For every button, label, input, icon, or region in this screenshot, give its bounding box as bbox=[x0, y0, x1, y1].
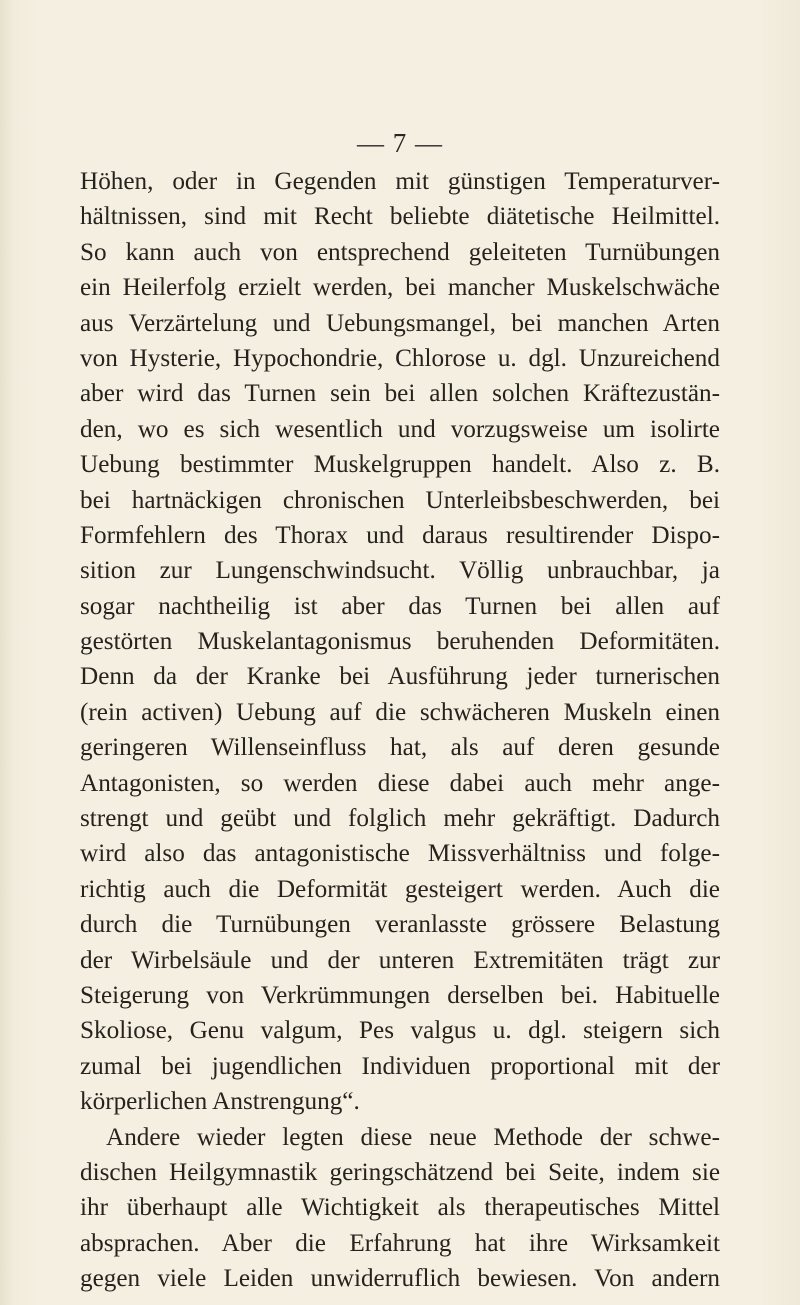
text-line: So kann auch von entsprechend geleiteten Turnübungen bbox=[80, 238, 720, 266]
text-line: aber wird das Turnen sein bei allen solchen Kräftezustän- bbox=[80, 380, 720, 408]
text-line: sition zur Lungenschwindsucht. Völlig unbrauchbar, ja bbox=[80, 557, 720, 585]
text-line: strengt und geübt und folglich mehr gekräftigt. Dadurch bbox=[80, 805, 720, 833]
text-line: absprachen. Aber die Erfahrung hat ihre Wirksamkeit bbox=[80, 1229, 720, 1257]
text-line: durch die Turnübungen veranlasste grössere Belastung bbox=[80, 911, 720, 939]
paragraph-1 bbox=[80, 164, 720, 1120]
text-line: sogar nachtheilig ist aber das Turnen bei allen auf bbox=[80, 592, 720, 620]
text-line: körperlichen Anstrengung“. bbox=[80, 1088, 360, 1116]
text-line: Skoliose, Genu valgum, Pes valgus u. dgl. steigern sich bbox=[80, 1017, 720, 1045]
text-line: aus Verzärtelung und Uebungsmangel, bei manchen Arten bbox=[80, 309, 720, 337]
text-line: Höhen, oder in Gegenden mit günstigen Temperaturver- bbox=[80, 168, 720, 195]
text-line: Uebung bestimmter Muskelgruppen handelt. Also z. B. bbox=[80, 451, 720, 479]
text-line: Formfehlern des Thorax und daraus resultirender Dispo- bbox=[80, 521, 720, 549]
text-line: (rein activen) Uebung auf die schwächeren Muskeln einen bbox=[80, 698, 720, 726]
text-line: gegen viele Leiden unwiderruflich bewiesen. Von andern bbox=[80, 1265, 720, 1293]
text-line: Andere wieder legten diese neue Methode der schwe- bbox=[106, 1123, 720, 1151]
text-line: Steigerung von Verkrümmungen derselben bei. Habituelle bbox=[80, 981, 720, 1009]
page-number: — 7 — bbox=[357, 128, 443, 158]
text-line: gestörten Muskelantagonismus beruhenden Deformitäten. bbox=[80, 628, 720, 656]
text-line: Antagonisten, so werden diese dabei auch mehr ange- bbox=[80, 769, 720, 797]
text-line: ihr überhaupt alle Wichtigkeit als therapeutisches Mittel bbox=[80, 1194, 720, 1222]
text-line: richtig auch die Deformität gesteigert werden. Auch die bbox=[80, 875, 720, 903]
paragraph-2 bbox=[80, 1120, 720, 1297]
text-line: Denn da der Kranke bei Ausführung jeder turnerischen bbox=[80, 663, 720, 691]
text-line: hältnissen, sind mit Recht beliebte diätetische Heilmittel. bbox=[80, 203, 720, 231]
body-text bbox=[80, 164, 720, 1297]
text-line: zumal bei jugendlichen Individuen proportional mit der bbox=[80, 1052, 720, 1080]
text-line: von Hysterie, Hypochondrie, Chlorose u. dgl. Unzureichend bbox=[80, 344, 720, 372]
text-line: der Wirbelsäule und der unteren Extremitäten trägt zur bbox=[80, 946, 720, 974]
text-line: den, wo es sich wesentlich und vorzugsweise um isolirte bbox=[80, 415, 720, 443]
text-line: wird also das antagonistische Missverhältniss und folge- bbox=[80, 840, 720, 868]
text-line: geringeren Willenseinfluss hat, als auf deren gesunde bbox=[80, 734, 720, 762]
text-line: ein Heilerfolg erzielt werden, bei mancher Muskelschwäche bbox=[80, 274, 720, 302]
text-line: bei hartnäckigen chronischen Unterleibsbeschwerden, bei bbox=[80, 486, 720, 514]
text-line: dischen Heilgymnastik geringschätzend bei Seite, indem sie bbox=[80, 1158, 720, 1186]
